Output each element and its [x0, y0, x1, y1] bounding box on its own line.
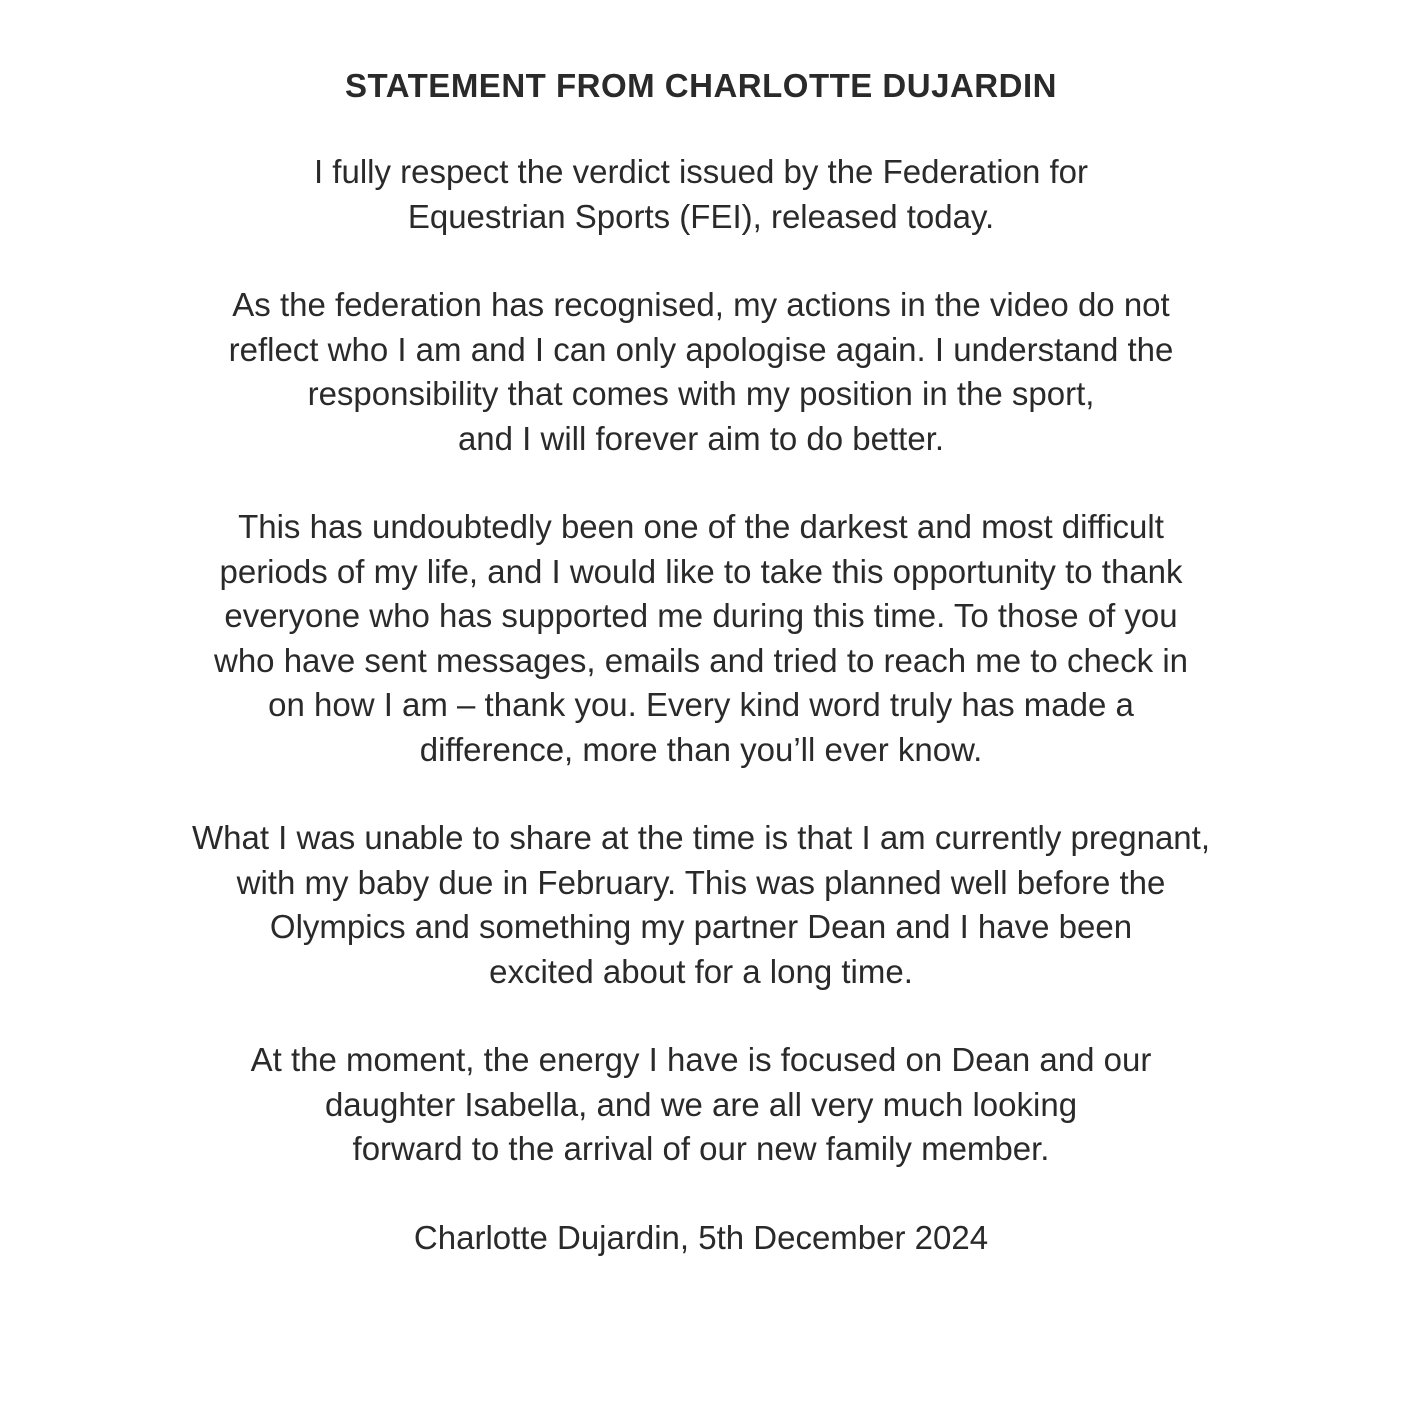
- text-line: At the moment, the energy I have is focused on Dean and our: [250, 1041, 1152, 1078]
- text-line: Olympics and something my partner Dean and I have been: [269, 908, 1133, 945]
- paragraph-apology: [0, 283, 1402, 461]
- paragraph-verdict: [0, 150, 1402, 239]
- text-line: and I will forever aim to do better.: [457, 419, 945, 457]
- paragraph-pregnancy: [0, 816, 1402, 994]
- paragraph-thanks: [0, 505, 1402, 772]
- statement-document: [0, 56, 1402, 1260]
- paragraph-family: [0, 1038, 1402, 1172]
- signature-line: Charlotte Dujardin, 5th December 2024: [413, 1218, 989, 1256]
- text-line: everyone who has supported me during this time. To those of you: [224, 597, 1178, 634]
- text-line: I fully respect the verdict issued by the Federation for: [313, 153, 1089, 190]
- text-line: As the federation has recognised, my actions in the video do not: [232, 286, 1170, 323]
- text-line: reflect who I am and I can only apologise again. I understand the: [228, 330, 1174, 368]
- text-line: Equestrian Sports (FEI), released today.: [407, 197, 995, 235]
- text-line: excited about for a long time.: [489, 952, 913, 990]
- text-line: daughter Isabella, and we are all very much looking: [324, 1085, 1078, 1123]
- text-line: What I was unable to share at the time is that I am currently pregnant,: [191, 819, 1210, 856]
- text-line: with my baby due in February. This was planned well before the: [236, 863, 1166, 901]
- text-line: periods of my life, and I would like to take this opportunity to thank: [219, 552, 1183, 590]
- text-line: who have sent messages, emails and tried to reach me to check in: [214, 641, 1188, 679]
- statement-title: STATEMENT FROM CHARLOTTE DUJARDIN: [345, 67, 1057, 104]
- text-line: forward to the arrival of our new family member.: [352, 1130, 1050, 1167]
- text-line: responsibility that comes with my position in the sport,: [307, 375, 1095, 412]
- text-line: This has undoubtedly been one of the darkest and most difficult: [238, 508, 1164, 545]
- text-line: difference, more than you’ll ever know.: [419, 730, 983, 768]
- text-line: on how I am – thank you. Every kind word truly has made a: [268, 686, 1134, 723]
